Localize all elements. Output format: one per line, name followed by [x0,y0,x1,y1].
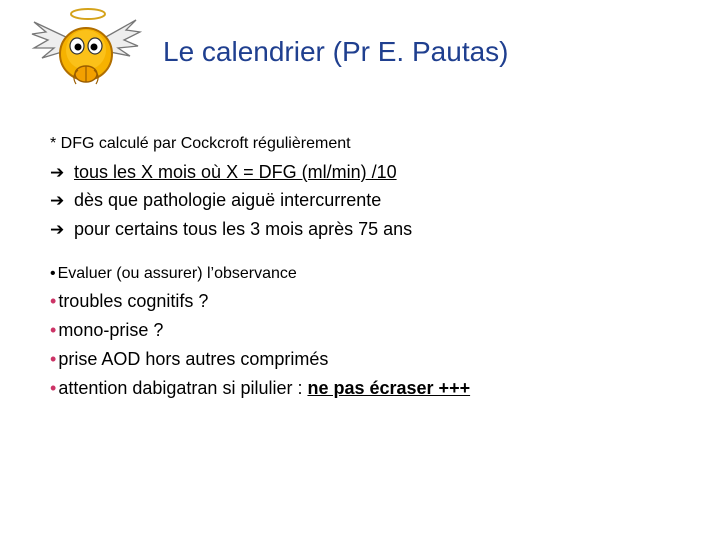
dfg-arrow-item [50,162,397,183]
warning-emphasis: ne pas écraser +++ [307,378,471,398]
dfg-arrow-item-text: tous les X mois où X = DFG (ml/min) /10 [74,162,397,182]
bullet-dot: • [50,265,56,282]
page-title: Le calendrier (Pr E. Pautas) [163,36,509,67]
bullet-dot: • [50,291,57,311]
observance-item-text: attention dabigatran si pilulier : [58,378,308,398]
observance-item-text: prise AOD hors autres comprimés [58,349,329,369]
bullet-dot: • [50,320,57,340]
right-arrow-icon: ➔ [50,163,65,182]
observance-item [50,291,208,312]
right-arrow-icon: ➔ [50,220,65,239]
dfg-intro: * DFG calculé par Cockcroft régulièrement [50,135,351,152]
observance-item [50,378,470,399]
bullet-dot: • [50,349,57,369]
observance-item-text: troubles cognitifs ? [58,291,209,311]
dfg-arrow-item [50,190,381,211]
observance-heading [50,265,297,283]
observance-item-text: mono-prise ? [58,320,164,340]
observance-item [50,320,163,341]
observance-heading-text: Evaluer (ou assurer) l’observance [57,265,297,282]
right-arrow-icon: ➔ [50,191,65,210]
dfg-arrow-item-text: dès que pathologie aiguë intercurrente [74,190,382,210]
bullet-dot: • [50,378,57,398]
angel-smiley-icon [26,4,144,96]
dfg-arrow-item [50,219,412,240]
dfg-arrow-item-text: pour certains tous les 3 mois après 75 ans [74,219,413,239]
observance-item [50,349,328,370]
